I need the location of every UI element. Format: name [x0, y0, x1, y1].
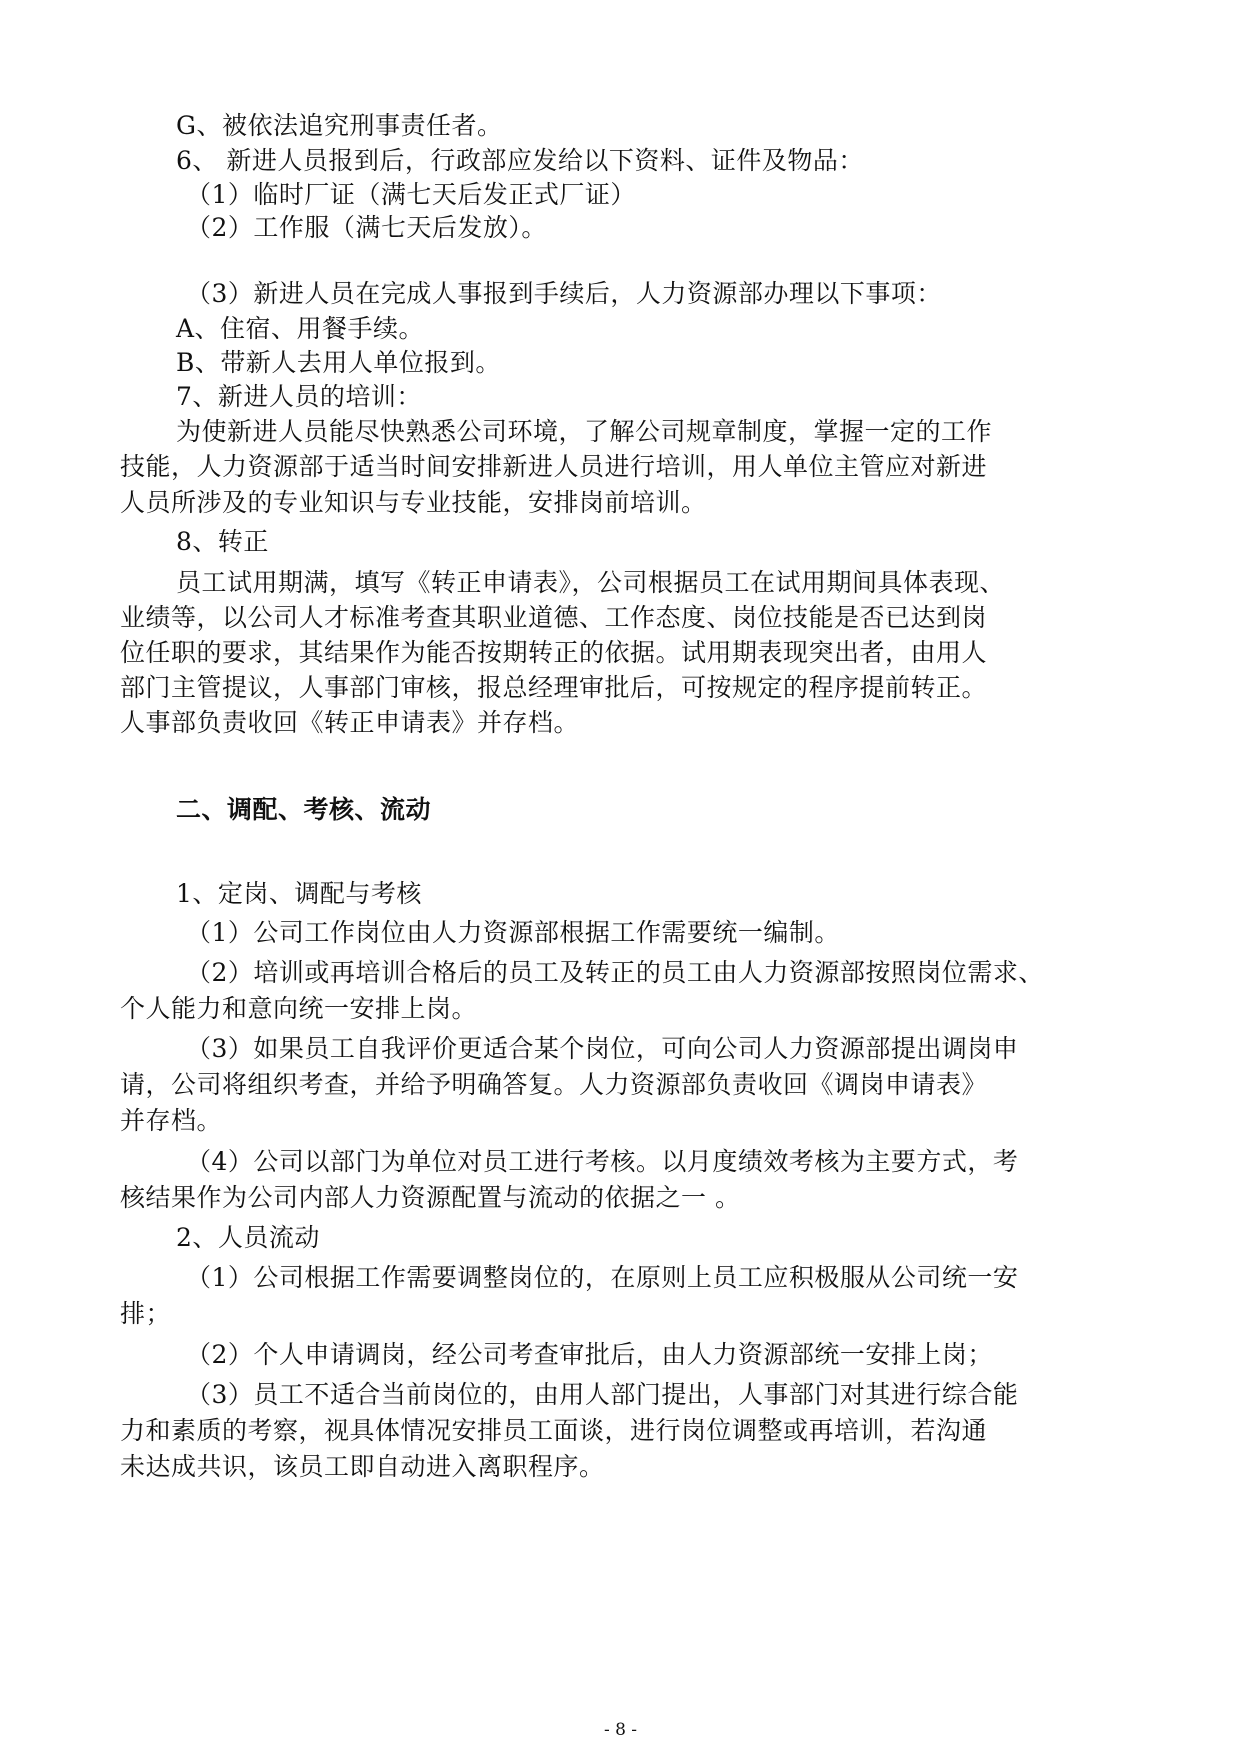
text-line: （2）工作服（满七天后发放）。: [186, 213, 547, 242]
text-line: （3）员工不适合当前岗位的，由用人部门提出，人事部门对其进行综合能: [186, 1380, 1019, 1409]
text-line: （4）公司以部门为单位对员工进行考核。以月度绩效考核为主要方式，考: [186, 1147, 1019, 1176]
text-line: 业绩等，以公司人才标准考查其职业道德、工作态度、岗位技能是否已达到岗: [120, 603, 988, 632]
text-line: （1）临时厂证（满七天后发正式厂证）: [186, 180, 636, 209]
text-line: 排；: [120, 1299, 172, 1328]
text-line: 6、 新进人员报到后，行政部应发给以下资料、证件及物品：: [176, 146, 864, 175]
page-number: - 8 -: [603, 1720, 638, 1740]
text-line: 为使新进人员能尽快熟悉公司环境，了解公司规章制度，掌握一定的工作: [176, 417, 993, 446]
text-line: G、被依法追究刑事责任者。: [176, 111, 503, 140]
text-line: A、住宿、用餐手续。: [176, 314, 425, 343]
text-line: 1、定岗、调配与考核: [176, 879, 422, 908]
text-line: 核结果作为公司内部人力资源配置与流动的依据之一 。: [120, 1183, 741, 1212]
text-line: 未达成共识，该员工即自动进入离职程序。: [120, 1452, 605, 1481]
text-line: 技能，人力资源部于适当时间安排新进人员进行培训，用人单位主管应对新进: [120, 452, 988, 481]
text-line: 7、新进人员的培训：: [176, 382, 422, 411]
text-line: 个人能力和意向统一安排上岗。: [120, 994, 478, 1023]
text-line: 8、转正: [176, 527, 269, 556]
text-line: B、带新人去用人单位报到。: [176, 348, 501, 377]
text-line: （1）公司工作岗位由人力资源部根据工作需要统一编制。: [186, 918, 840, 947]
text-line: （2）个人申请调岗，经公司考查审批后，由人力资源部统一安排上岗；: [186, 1340, 993, 1369]
text-line: （1）公司根据工作需要调整岗位的，在原则上员工应积极服从公司统一安: [186, 1263, 1019, 1292]
text-line: （2）培训或再培训合格后的员工及转正的员工由人力资源部按照岗位需求、: [186, 958, 1044, 987]
section-heading: 二、调配、考核、流动: [176, 795, 432, 824]
text-line: （3）如果员工自我评价更适合某个岗位，可向公司人力资源部提出调岗申: [186, 1034, 1019, 1063]
text-line: 员工试用期满，填写《转正申请表》，公司根据员工在试用期间具体表现、: [176, 568, 1006, 597]
text-line: 2、人员流动: [176, 1223, 320, 1252]
text-line: （3）新进人员在完成人事报到手续后，人力资源部办理以下事项：: [186, 279, 942, 308]
text-line: 并存档。: [120, 1106, 223, 1135]
text-line: 人事部负责收回《转正申请表》并存档。: [120, 708, 580, 737]
text-line: 力和素质的考察，视具体情况安排员工面谈，进行岗位调整或再培训，若沟通: [120, 1416, 988, 1445]
text-line: 请，公司将组织考查，并给予明确答复。人力资源部负责收回《调岗申请表》: [120, 1070, 988, 1099]
text-line: 部门主管提议，人事部门审核，报总经理审批后，可按规定的程序提前转正。: [120, 673, 988, 702]
text-line: 人员所涉及的专业知识与专业技能，安排岗前培训。: [120, 488, 707, 517]
text-line: 位任职的要求，其结果作为能否按期转正的依据。试用期表现突出者，由用人: [120, 638, 988, 667]
